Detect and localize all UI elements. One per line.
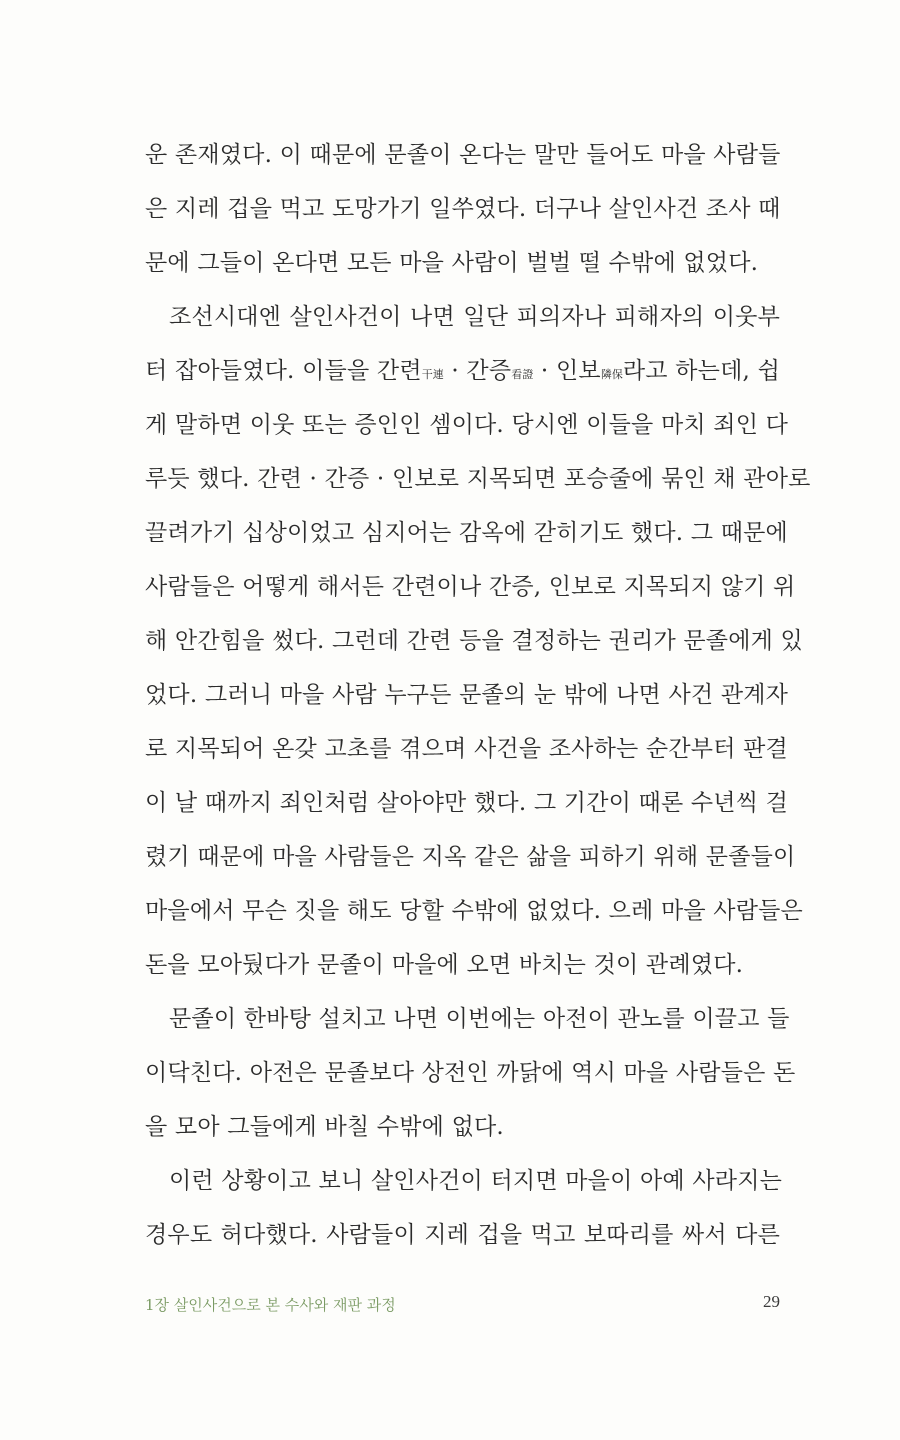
text-segment: · 간증	[443, 358, 512, 384]
text-line: 문졸이 한바탕 설치고 나면 이번에는 아전이 관노를 이끌고 들	[169, 1006, 790, 1032]
paragraph-2	[145, 290, 811, 992]
text-line: 사람들은 어떻게 해서든 간련이나 간증, 인보로 지목되지 않기 위	[145, 574, 796, 600]
text-line: 을 모아 그들에게 바칠 수밖에 없다.	[145, 1114, 504, 1140]
text-line: 문에 그들이 온다면 모든 마을 사람이 벌벌 떨 수밖에 없었다.	[145, 250, 759, 276]
text-line: 운 존재였다. 이 때문에 문졸이 온다는 말만 들어도 마을 사람들	[145, 142, 781, 168]
page-number: 29	[763, 1292, 780, 1311]
text-line: 이닥친다. 아전은 문졸보다 상전인 까닭에 역시 마을 사람들은 돈	[145, 1060, 796, 1086]
text-line: 끌려가기 십상이었고 심지어는 감옥에 갇히기도 했다. 그 때문에	[145, 520, 788, 546]
text-line: 해 안간힘을 썼다. 그런데 간련 등을 결정하는 권리가 문졸에게 있	[145, 628, 803, 654]
hanja-annotation: 干連	[421, 368, 444, 381]
text-line: 었다. 그러니 마을 사람 누구든 문졸의 눈 밖에 나면 사건 관계자	[145, 682, 789, 708]
text-line-with-hanja	[145, 344, 780, 398]
text-line: 돈을 모아뒀다가 문졸이 마을에 오면 바치는 것이 관례였다.	[145, 952, 744, 978]
hanja-annotation: 看證	[511, 368, 534, 381]
text-line: 조선시대엔 살인사건이 나면 일단 피의자나 피해자의 이웃부	[169, 304, 780, 330]
paragraph-4	[145, 1154, 783, 1262]
paragraph-3	[145, 992, 796, 1154]
text-line: 경우도 허다했다. 사람들이 지레 겁을 먹고 보따리를 싸서 다른	[145, 1222, 780, 1248]
text-segment: · 인보	[533, 358, 601, 384]
running-footer-chapter-title: 1장 살인사건으로 본 수사와 재판 과정	[145, 1296, 396, 1314]
text-segment: 터 잡아들였다. 이들을 간련	[145, 358, 422, 384]
hanja-annotation: 隣保	[600, 368, 623, 381]
text-segment: 라고 하는데, 쉽	[622, 358, 780, 384]
text-line: 루듯 했다. 간련 · 간증 · 인보로 지목되면 포승줄에 묶인 채 관아로	[145, 466, 811, 492]
text-line: 이 날 때까지 죄인처럼 살아야만 했다. 그 기간이 때론 수년씩 걸	[145, 790, 789, 816]
text-line: 이런 상황이고 보니 살인사건이 터지면 마을이 아예 사라지는	[169, 1168, 783, 1194]
text-line: 은 지레 겁을 먹고 도망가기 일쑤였다. 더구나 살인사건 조사 때	[145, 196, 781, 222]
text-line: 렸기 때문에 마을 사람들은 지옥 같은 삶을 피하기 위해 문졸들이	[145, 844, 796, 870]
text-line: 게 말하면 이웃 또는 증인인 셈이다. 당시엔 이들을 마치 죄인 다	[145, 412, 789, 438]
paragraph-1	[145, 128, 780, 290]
body-text	[145, 128, 811, 1262]
text-line: 마을에서 무슨 짓을 해도 당할 수밖에 없었다. 으레 마을 사람들은	[145, 898, 803, 924]
text-line: 로 지목되어 온갖 고초를 겪으며 사건을 조사하는 순간부터 판결	[145, 736, 788, 762]
